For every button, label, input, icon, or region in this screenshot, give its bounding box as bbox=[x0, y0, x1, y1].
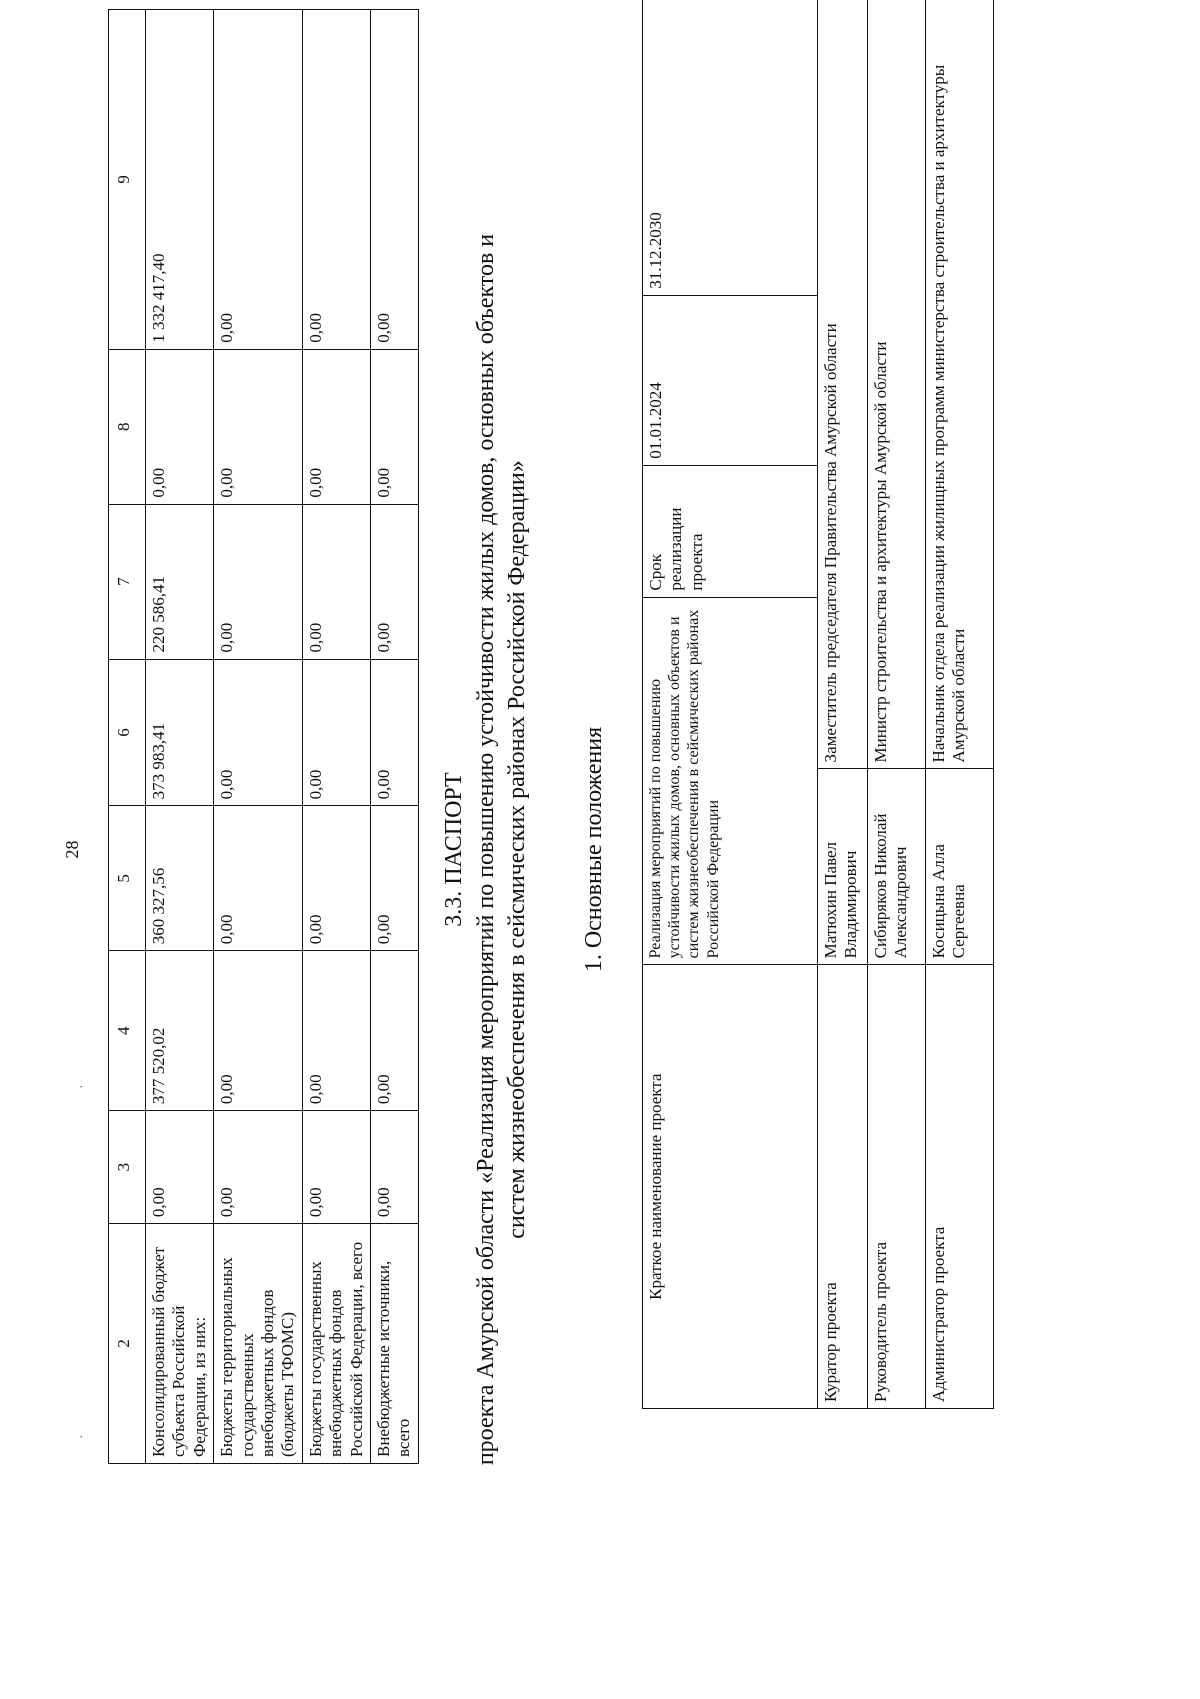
table-row bbox=[146, 10, 214, 1464]
value-cell: 1 332 417,40 bbox=[146, 10, 214, 350]
value-cell: 0,00 bbox=[302, 951, 370, 1111]
value-cell: 0,00 bbox=[302, 349, 370, 504]
value-cell: 0,00 bbox=[214, 806, 303, 951]
value-cell: 377 520,02 bbox=[146, 951, 214, 1111]
value-cell: 373 983,41 bbox=[146, 659, 214, 806]
header-cell: 5 bbox=[109, 806, 146, 951]
header-cell: 9 bbox=[109, 10, 146, 350]
value-cell: 0,00 bbox=[370, 659, 418, 806]
value-cell: 0,00 bbox=[370, 1111, 418, 1224]
value-cell: 220 586,41 bbox=[146, 504, 214, 659]
funding-table-header bbox=[109, 10, 146, 1464]
value-cell: 0,00 bbox=[302, 1111, 370, 1224]
value-cell: 0,00 bbox=[370, 806, 418, 951]
short-name-value: Реализация мероприятий по повышению устойчивости жилых домов, основных объектов и систем жизнеобеспечения в сейсмических районах Российской Федерации bbox=[643, 597, 818, 965]
value-cell: 0,00 bbox=[214, 349, 303, 504]
value-cell: 0,00 bbox=[370, 504, 418, 659]
margin-mark: · bbox=[75, 1084, 90, 1089]
header-cell: 6 bbox=[109, 659, 146, 806]
person-name: Сибиряков Николай Александрович bbox=[868, 769, 926, 965]
header-cell: 2 bbox=[109, 1224, 146, 1464]
table-row bbox=[643, 0, 818, 1409]
header-cell: 3 bbox=[109, 1111, 146, 1224]
value-cell: 0,00 bbox=[214, 504, 303, 659]
person-position: Заместитель председателя Правительства Амурской области bbox=[818, 0, 868, 769]
short-name-label: Краткое наименование проекта bbox=[643, 965, 818, 1409]
value-cell: 0,00 bbox=[370, 10, 418, 350]
table-row bbox=[214, 10, 303, 1464]
table-row bbox=[868, 0, 926, 1409]
source-cell: Внебюджетные источники, всего bbox=[370, 1224, 418, 1464]
value-cell: 0,00 bbox=[214, 1111, 303, 1224]
source-cell: Бюджеты территориальных государственных внебюджетных фондов (бюджеты ТФОМС) bbox=[214, 1224, 303, 1464]
passport-title-line1: проекта Амурской области «Реализация мероприятий по повышению устойчивости жилых домов, основных объектов и bbox=[473, 233, 499, 1466]
value-cell: 0,00 bbox=[302, 659, 370, 806]
table-row bbox=[818, 0, 868, 1409]
role-cell: Куратор проекта bbox=[818, 965, 868, 1409]
period-label: Срок реализации проекта bbox=[643, 465, 818, 597]
role-cell: Администратор проекта bbox=[926, 965, 994, 1409]
value-cell: 0,00 bbox=[214, 659, 303, 806]
person-name: Косицына Алла Сергеевна bbox=[926, 769, 994, 965]
value-cell: 0,00 bbox=[214, 951, 303, 1111]
passport-heading: 3.3. ПАСПОРТ bbox=[441, 772, 467, 927]
value-cell: 360 327,56 bbox=[146, 806, 214, 951]
table-row bbox=[302, 10, 370, 1464]
date-end: 31.12.2030 bbox=[643, 0, 818, 295]
person-position: Министр строительства и архитектуры Амурской области bbox=[868, 0, 926, 769]
passport-title-line2: систем жизнеобеспечения в сейсмических районах Российской Федерации» bbox=[504, 460, 530, 1239]
value-cell: 0,00 bbox=[370, 349, 418, 504]
margin-mark: · bbox=[75, 1434, 90, 1439]
date-start: 01.01.2024 bbox=[643, 295, 818, 465]
person-name: Матюхин Павел Владимирович bbox=[818, 769, 868, 965]
role-cell: Руководитель проекта bbox=[868, 965, 926, 1409]
page-number: 28 bbox=[62, 840, 82, 859]
value-cell: 0,00 bbox=[146, 1111, 214, 1224]
value-cell: 0,00 bbox=[302, 10, 370, 350]
funding-table bbox=[108, 9, 419, 1464]
value-cell: 0,00 bbox=[214, 10, 303, 350]
header-cell: 7 bbox=[109, 504, 146, 659]
passport-main-table bbox=[642, 0, 994, 1409]
section-heading: 1. Основные положения bbox=[581, 726, 607, 973]
value-cell: 0,00 bbox=[146, 349, 214, 504]
source-cell: Бюджеты государственных внебюджетных фондов Российской Федерации, всего bbox=[302, 1224, 370, 1464]
source-cell: Консолидированный бюджет субъекта Российской Федерации, из них: bbox=[146, 1224, 214, 1464]
value-cell: 0,00 bbox=[370, 951, 418, 1111]
table-row bbox=[370, 10, 418, 1464]
value-cell: 0,00 bbox=[302, 806, 370, 951]
person-position: Начальник отдела реализации жилищных программ министерства строительства и архитектуры Амурской области bbox=[926, 0, 994, 769]
header-cell: 8 bbox=[109, 349, 146, 504]
value-cell: 0,00 bbox=[302, 504, 370, 659]
header-cell: 4 bbox=[109, 951, 146, 1111]
table-row bbox=[926, 0, 994, 1409]
